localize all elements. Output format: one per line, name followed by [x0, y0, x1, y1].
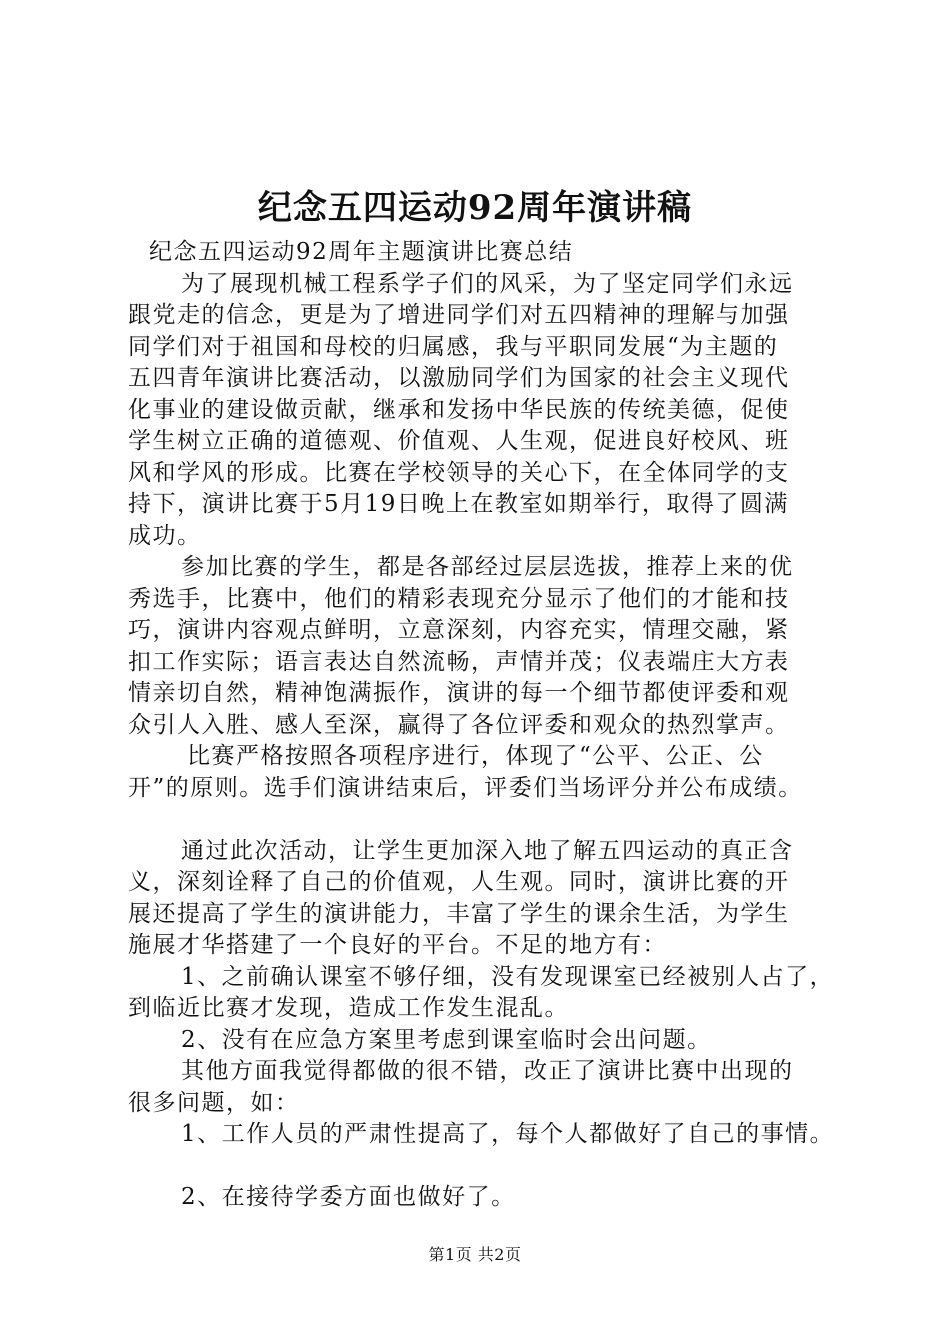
list-item-line: 1、之前确认课室不够仔细，没有发现课室已经被别人占了， [181, 963, 835, 990]
paragraph-line: 巧，演讲内容观点鲜明，立意深刻，内容充实，情理交融，紧 [128, 617, 790, 643]
paragraph-line: 同学们对于祖国和母校的归属感，我与平职同发展“为主题的 [128, 333, 779, 360]
blank-line [128, 804, 840, 836]
paragraph-line: 学生树立正确的道德观、价值观、人生观，促进良好校风、班 [128, 428, 790, 454]
paragraph-line: 展还提高了学生的演讲能力，丰富了学生的课余生活，为学生 [128, 900, 790, 927]
paragraph-line: 施展才华搭建了一个良好的平台。不足的地方有： [128, 932, 667, 958]
paragraph-line: 为了展现机械工程系学子们的风采，为了坚定同学们永远 [181, 270, 794, 297]
paragraph-line: 扣工作实际；语言表达自然流畅，声情并茂；仪表端庄大方表 [128, 648, 790, 675]
list-item-line: 1、工作人员的严肃性提高了，每个人都做好了自己的事情。 [181, 1121, 835, 1147]
paragraph-line: 成功。 [128, 522, 202, 549]
list-item-line: 2、在接待学委方面也做好了。 [181, 1184, 516, 1210]
paragraph-line: 义，深刻诠释了自己的价值观，人生观。同时，演讲比赛的开 [128, 869, 790, 895]
paragraph-line: 通过此次活动，让学生更加深入地了解五四运动的真正含 [181, 837, 794, 864]
paragraph-line: 情亲切自然，精神饱满振作，演讲的每一个细节都使评委和观 [128, 680, 790, 706]
document-body [128, 237, 840, 1214]
paragraph-line: 持下，演讲比赛于5月19日晚上在教室如期举行，取得了圆满 [128, 491, 789, 517]
paragraph-line: 众引人入胜、感人至深，赢得了各位评委和观众的热烈掌声。 [128, 711, 790, 738]
paragraph-line: 比赛严格按照各项程序进行，体现了“公平、公正、公 [187, 743, 764, 769]
paragraph-line: 风和学风的形成。比赛在学校领导的关心下，在全体同学的支 [128, 459, 790, 486]
paragraph-line: 跟党走的信念，更是为了增进同学们对五四精神的理解与加强 [128, 302, 790, 328]
page-number-footer: 第1页 共2页 [428, 1245, 522, 1264]
paragraph-line: 五四青年演讲比赛活动，以激励同学们为国家的社会主义现代 [128, 365, 790, 391]
subtitle-line: 纪念五四运动92周年主题演讲比赛总结 [149, 239, 574, 265]
document-title: 纪念五四运动92周年演讲稿 [257, 188, 693, 228]
paragraph-line: 参加比赛的学生，都是各部经过层层选拔，推荐上来的优 [181, 554, 794, 580]
paragraph-line: 其他方面我觉得都做的很不错，改正了演讲比赛中出现的 [181, 1058, 794, 1084]
paragraph-line: 很多问题，如： [128, 1089, 300, 1116]
blank-line [128, 1151, 840, 1183]
paragraph-line: 秀选手，比赛中，他们的精彩表现充分显示了他们的才能和技 [128, 585, 790, 612]
paragraph-line: 化事业的建设做贡献，继承和发扬中华民族的传统美德，促使 [128, 396, 790, 423]
paragraph-line: 开”的原则。选手们演讲结束后，评委们当场评分并公布成绩。 [128, 774, 803, 801]
list-item-line: 2、没有在应急方案里考虑到课室临时会出问题。 [181, 1026, 712, 1053]
list-item-line: 到临近比赛才发现，造成工作发生混乱。 [128, 995, 569, 1021]
